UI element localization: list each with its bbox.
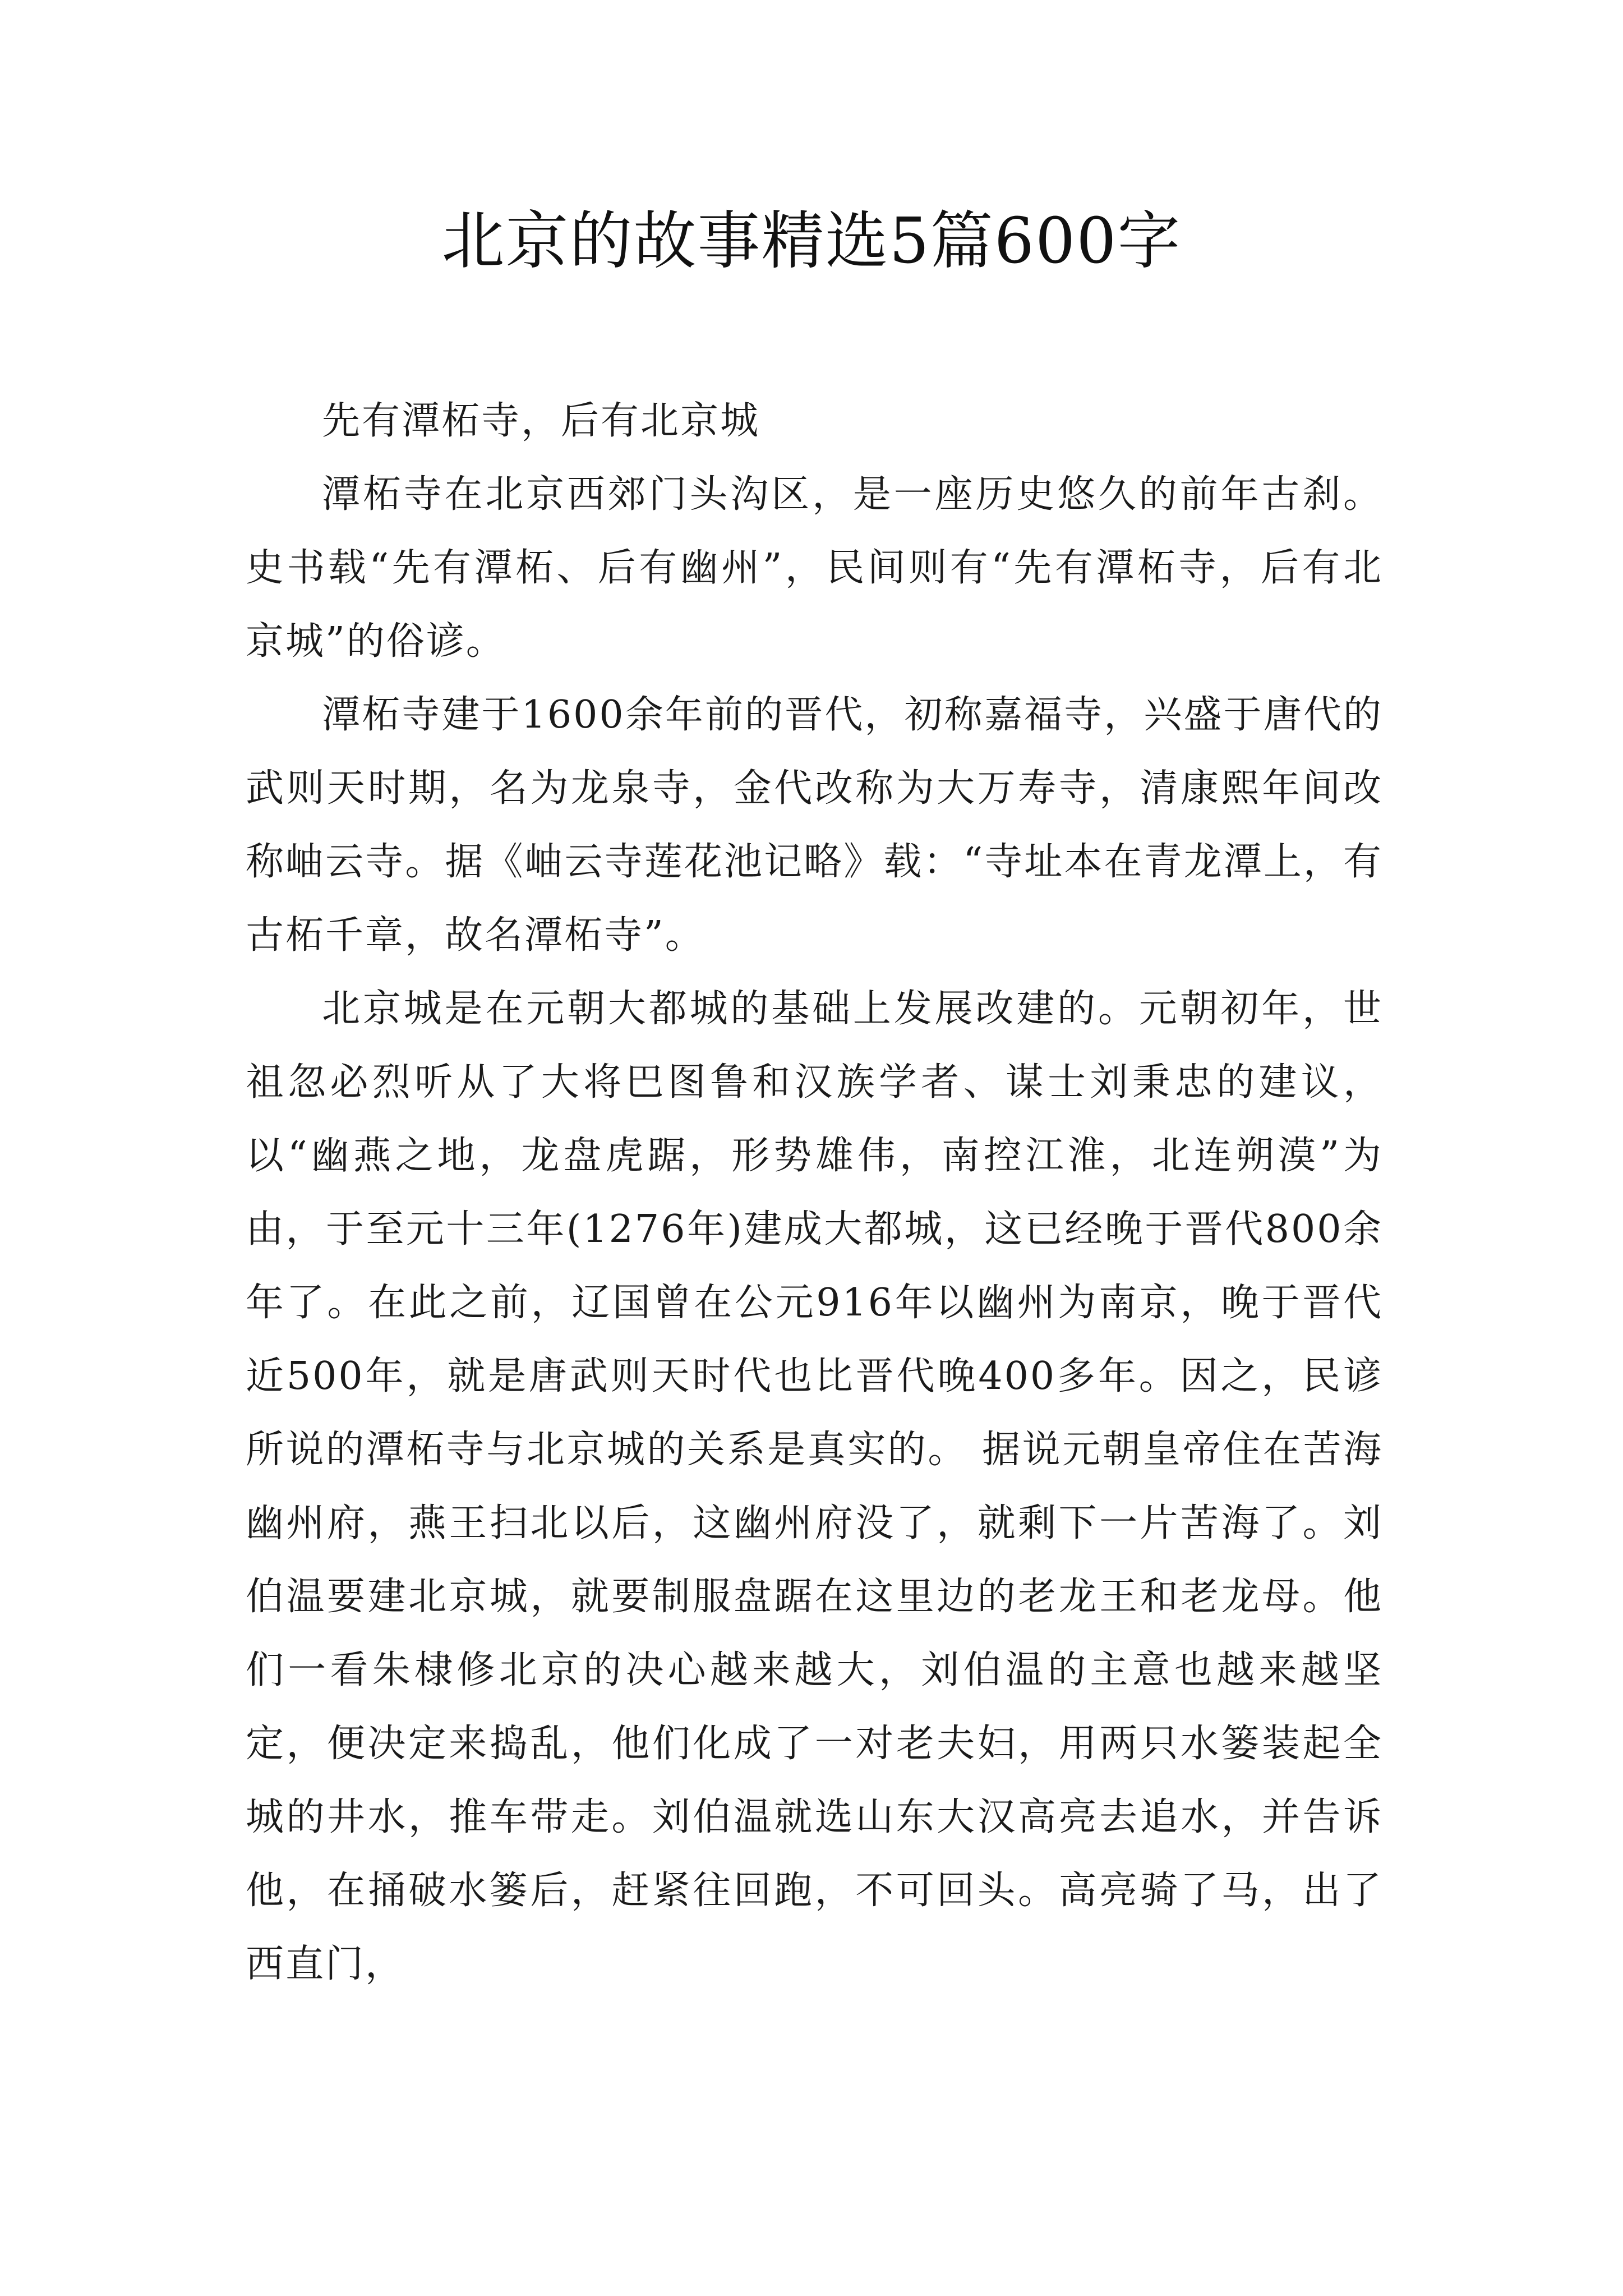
paragraph-heading: 先有潭柘寺，后有北京城 [322, 399, 760, 443]
paragraph: 潭柘寺在北京西郊门头沟区，是一座历史悠久的前年古刹。史书载“先有潭柘、后有幽州”，民间则有“先有潭柘寺，后有北京城”的俗谚。 [246, 472, 1383, 664]
paragraph: 北京城是在元朝大都城的基础上发展改建的。元朝初年，世祖忽必烈听从了大将巴图鲁和汉族学者、谋士刘秉忠的建议，以“幽燕之地，龙盘虎踞，形势雄伟，南控江淮，北连朔漠”为由，于至元十三年(1276年)建成大都城，这已经晚于晋代800余年了。在此之前，辽国曾在公元916年以幽州为南京，晚于晋代近500年，就是唐武则天时代也比晋代晚400多年。因之，民谚所说的潭柘寺与北京城的关系是真实的。 据说元朝皇帝住在苦海幽州府，燕王扫北以后，这幽州府没了，就剩下一片苦海了。刘伯温要建北京城，就要制服盘踞在这里边的老龙王和老龙母。他们一看朱棣修北京的决心越来越大，刘伯温的主意也越来越坚定，便决定来捣乱，他们化成了一对老夫妇，用两只水篓装起全城的井水，推车带走。刘伯温就选山东大汉高亮去追水，并告诉他，在捅破水篓后，赶紧往回跑，不可回头。高亮骑了马，出了西直门， [246, 987, 1383, 1986]
paragraph: 潭柘寺建于1600余年前的晋代，初称嘉福寺，兴盛于唐代的武则天时期，名为龙泉寺，金代改称为大万寿寺，清康熙年间改称岫云寺。据《岫云寺莲花池记略》载：“寺址本在青龙潭上，有古柘千章，故名潭柘寺”。 [246, 693, 1383, 958]
document-title: 北京的故事精选5篇600字 [441, 205, 1182, 278]
document-body [246, 384, 1383, 2001]
